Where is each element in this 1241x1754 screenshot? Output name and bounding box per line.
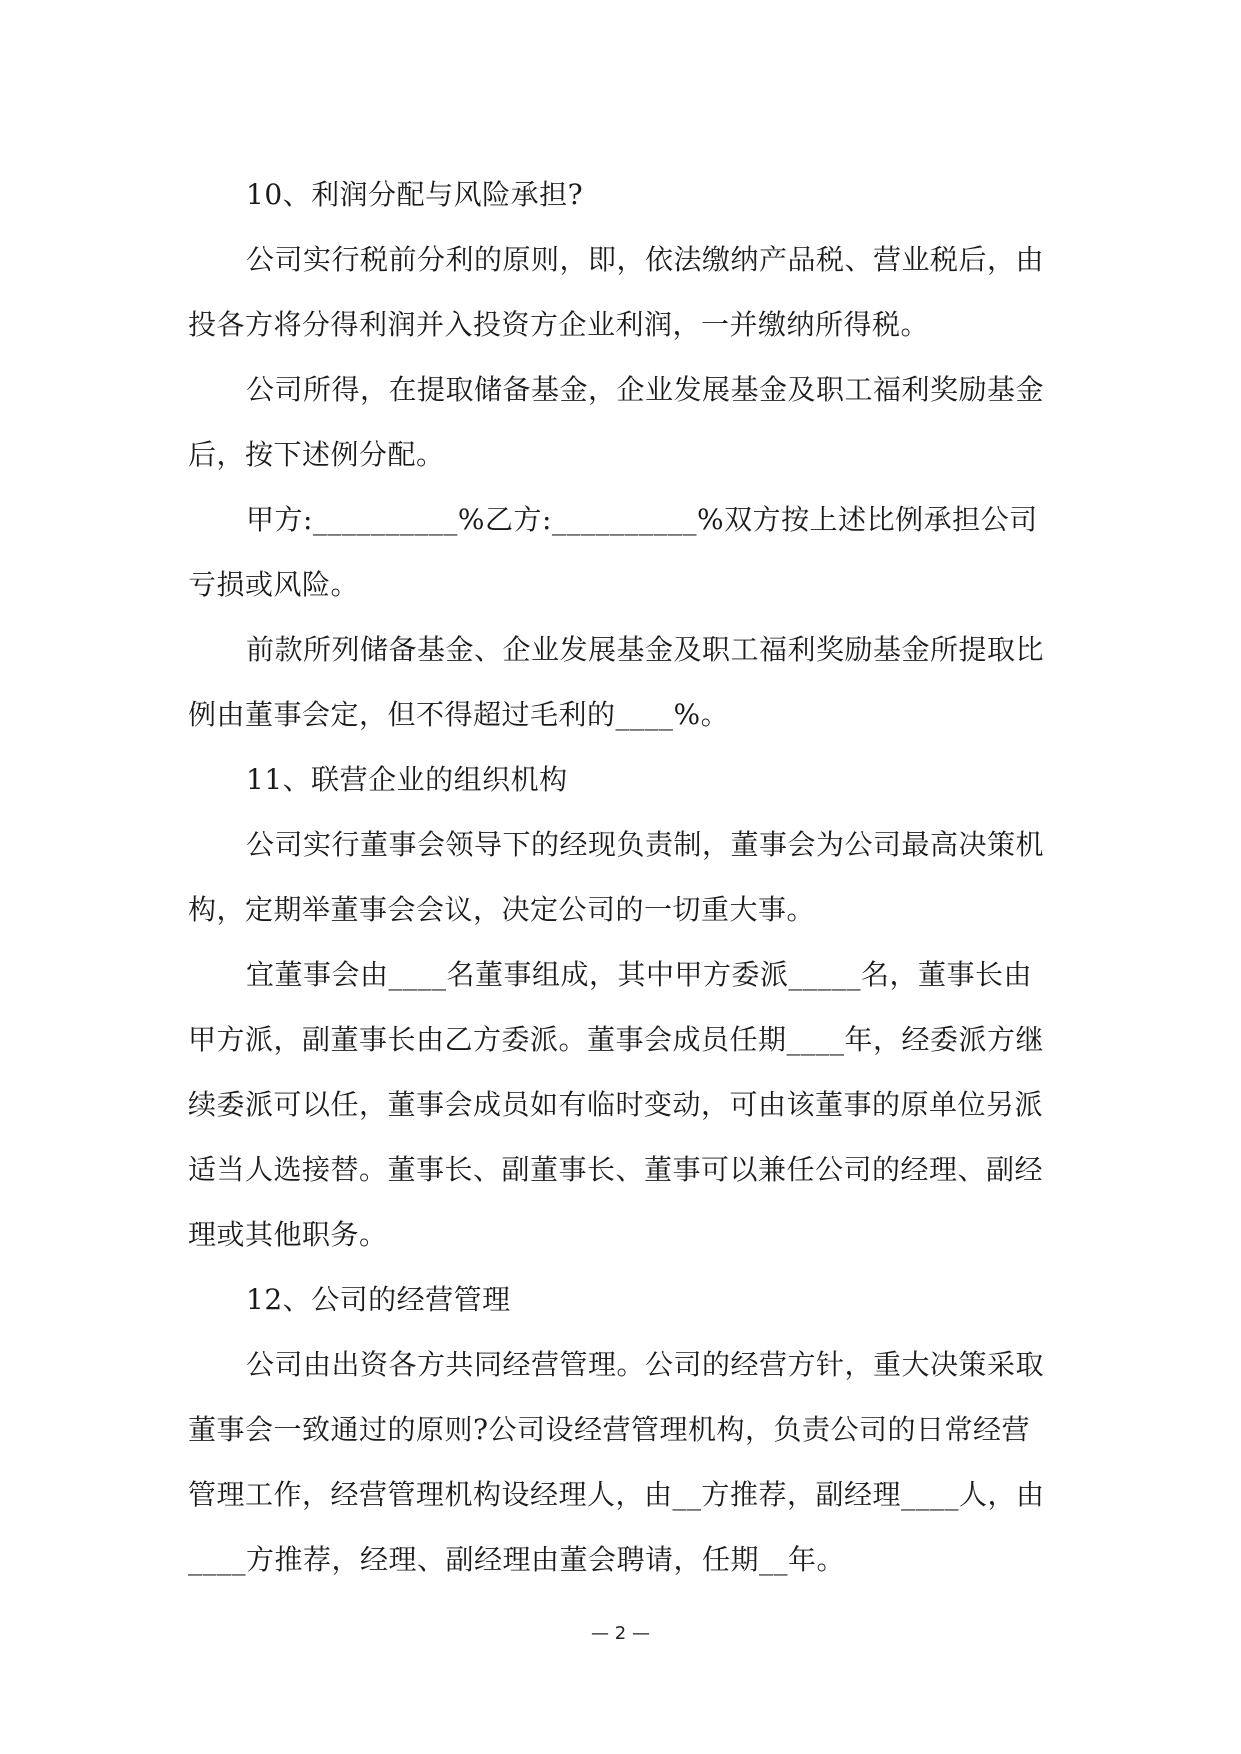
- document-body: [188, 162, 1058, 1592]
- paragraph-line: 董事会一致通过的原则?公司设经营管理机构，负责公司的日常经营: [188, 1413, 1031, 1446]
- paragraph-line: 后，按下述例分配。: [188, 438, 445, 471]
- paragraph-line: ____方推荐，经理、副经理由董会聘请，任期__年。: [188, 1543, 846, 1576]
- paragraph-line: 亏损或风险。: [188, 568, 360, 601]
- section-heading-10: 10、利润分配与风险承担?: [246, 178, 584, 211]
- section-heading-12: 12、公司的经营管理: [246, 1283, 511, 1316]
- paragraph-line: 宜董事会由____名董事组成，其中甲方委派_____名，董事长由: [246, 958, 1033, 991]
- paragraph-line: 甲方:__________%乙方:__________%双方按上述比例承担公司: [246, 503, 1038, 536]
- paragraph-line: 构，定期举董事会会议，决定公司的一切重大事。: [188, 893, 816, 926]
- paragraph-line: 公司实行董事会领导下的经现负责制，董事会为公司最高决策机: [246, 828, 1045, 861]
- paragraph-line: 前款所列储备基金、企业发展基金及职工福利奖励基金所提取比: [246, 633, 1045, 666]
- paragraph-line: 甲方派，副董事长由乙方委派。董事会成员任期____年，经委派方继: [188, 1023, 1045, 1056]
- paragraph-line: 投各方将分得利润并入投资方企业利润，一并缴纳所得税。: [188, 308, 930, 341]
- paragraph-line: 公司由出资各方共同经营管理。公司的经营方针，重大决策采取: [246, 1348, 1045, 1381]
- paragraph-line: 适当人选接替。董事长、副董事长、董事可以兼任公司的经理、副经: [188, 1153, 1044, 1186]
- paragraph-line: 公司实行税前分利的原则，即，依法缴纳产品税、营业税后，由: [246, 243, 1045, 276]
- paragraph-line: 续委派可以任，董事会成员如有临时变动，可由该董事的原单位另派: [188, 1088, 1044, 1121]
- paragraph-line: 公司所得，在提取储备基金，企业发展基金及职工福利奖励基金: [246, 373, 1045, 406]
- paragraph-line: 理或其他职务。: [188, 1218, 388, 1251]
- paragraph-line: 管理工作，经营管理机构设经理人，由__方推荐，副经理____人，由: [188, 1478, 1045, 1511]
- paragraph-line: 例由董事会定，但不得超过毛利的____%。: [188, 698, 730, 731]
- section-heading-11: 11、联营企业的组织机构: [246, 763, 568, 796]
- page-number: — 2 —: [591, 1623, 650, 1644]
